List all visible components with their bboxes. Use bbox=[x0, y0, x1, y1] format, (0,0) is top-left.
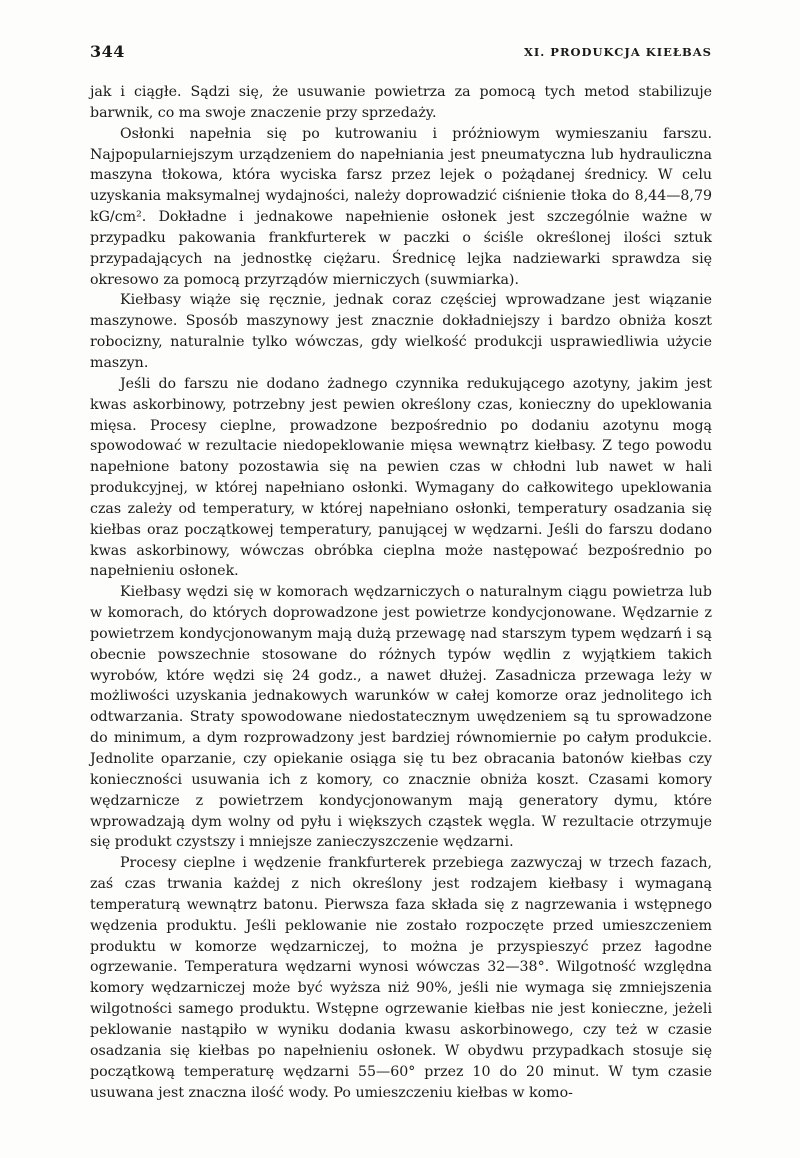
paragraph: Kiełbasy wędzi się w komorach wędzarniczych o naturalnym ciągu powietrza lub w komorach, do których doprowadzone jest powietrze kondycjonowane. Wędzarnie z powietrzem kondycjonowanym mają dużą przewagę nad starszym typem wędzarń i są obecnie powszechnie stosowane do różnych typów wędlin z wyjątkiem takich wyrobów, które wędzi się 24 godz., a nawet dłużej. Zasadnicza przewaga leży w możliwości uzyskania jednakowych warunków w całej komorze oraz jednolitego ich odtwarzania. Straty spowodowane niedostatecznym uwędzeniem są tu sprowadzone do minimum, a dym rozprowadzony jest bardziej równomiernie po całym produkcie. Jednolite oparzanie, czy opiekanie osiąga się tu bez obracania batonów kiełbas czy konieczności usuwania ich z komory, co znacznie obniża koszt. Czasami komory wędzarnicze z powietrzem kondycjonowanym mają generatory dymu, które wprowadzają dym wolny od pyłu i większych cząstek węgla. W rezultacie otrzymuje się produkt czystszy i mniejsze zanieczyszczenie wędzarni. bbox=[90, 584, 712, 851]
paragraph: Jeśli do farszu nie dodano żadnego czynnika redukującego azotyny, jakim jest kwas askorbinowy, potrzebny jest pewien określony czas, konieczny do upeklowania mięsa. Procesy cieplne, prowadzone bezpośrednio po dodaniu azotynu mogą spowodować w rezultacie niedopeklowanie mięsa wewnątrz kiełbasy. Z tego powodu napełnione batony pozostawia się na pewien czas w chłodni lub nawet w hali produkcyjnej, w której napełniano osłonki. Wymagany do całkowitego upeklowania czas zależy od temperatury, w której napełniano osłonki, temperatury osadzania się kiełbas oraz początkowej temperatury, panującej w wędzarni. Jeśli do farszu dodano kwas askorbinowy, wówczas obróbka cieplna może następować bezpośrednio po napełnieniu osłonek. bbox=[90, 375, 712, 580]
paragraph: Osłonki napełnia się po kutrowaniu i próżniowym wymieszaniu farszu. Najpopularniejszym urządzeniem do napełniania jest pneumatyczna lub hydrauliczna maszyna tłokowa, która wyciska farsz przez lejek o pożądanej średnicy. W celu uzyskania maksymalnej wydajności, należy doprowadzić ciśnienie tłoka do 8,44—8,79 kG/cm². Dokładne i jednakowe napełnienie osłonek jest szczególnie ważne w przypadku pakowania frankfurterek w paczki o ściśle określonej ilości sztuk przypadających na jednostkę ciężaru. Średnicę lejka nadziewarki sprawdza się okresowo za pomocą przyrządów mierniczych (suwmiarka). bbox=[90, 125, 712, 288]
paragraph: Kiełbasy wiąże się ręcznie, jednak coraz częściej wprowadzane jest wiązanie maszynowe. Sposób maszynowy jest znacznie dokładniejszy i bardzo obniża koszt robocizny, naturalnie tylko wówczas, gdy wielkość produkcji usprawiedliwia użycie maszyn. bbox=[90, 292, 712, 371]
page-number: 344 bbox=[90, 42, 125, 61]
page-header bbox=[90, 42, 712, 64]
paragraph: jak i ciągłe. Sądzi się, że usuwanie powietrza za pomocą tych metod stabilizuje barwnik, co ma swoje znaczenie przy sprzedaży. bbox=[90, 84, 712, 121]
paragraph: Procesy cieplne i wędzenie frankfurterek przebiega zazwyczaj w trzech fazach, zaś czas trwania każdej z nich określony jest rodzajem kiełbasy i wymaganą temperaturą wewnątrz batonu. Pierwsza faza składa się z nagrzewania i wstępnego wędzenia produktu. Jeśli peklowanie nie zostało rozpoczęte przed umieszczeniem produktu w komorze wędzarniczej, to można je przyspieszyć przez łagodne ogrzewanie. Temperatura wędzarni wynosi wówczas 32—38°. Wilgotność względna komory wędzarniczej może być wyższa niż 90%, jeśli nie wymaga się zmniejszenia wilgotności samego produktu. Wstępne ogrzewanie kiełbas nie jest konieczne, jeżeli peklowanie nastąpiło w wyniku dodania kwasu askorbinowego, czy też w czasie osadzania się kiełbas po napełnieniu osłonek. W obydwu przypadkach stosuje się początkową temperaturę wędzarni 55—60° przez 10 do 20 minut. W tym czasie usuwana jest znaczna ilość wody. Po umieszczeniu kiełbas w komo- bbox=[90, 855, 712, 1101]
body-text bbox=[90, 82, 712, 1103]
running-head: XI. PRODUKCJA KIEŁBAS bbox=[524, 45, 712, 59]
